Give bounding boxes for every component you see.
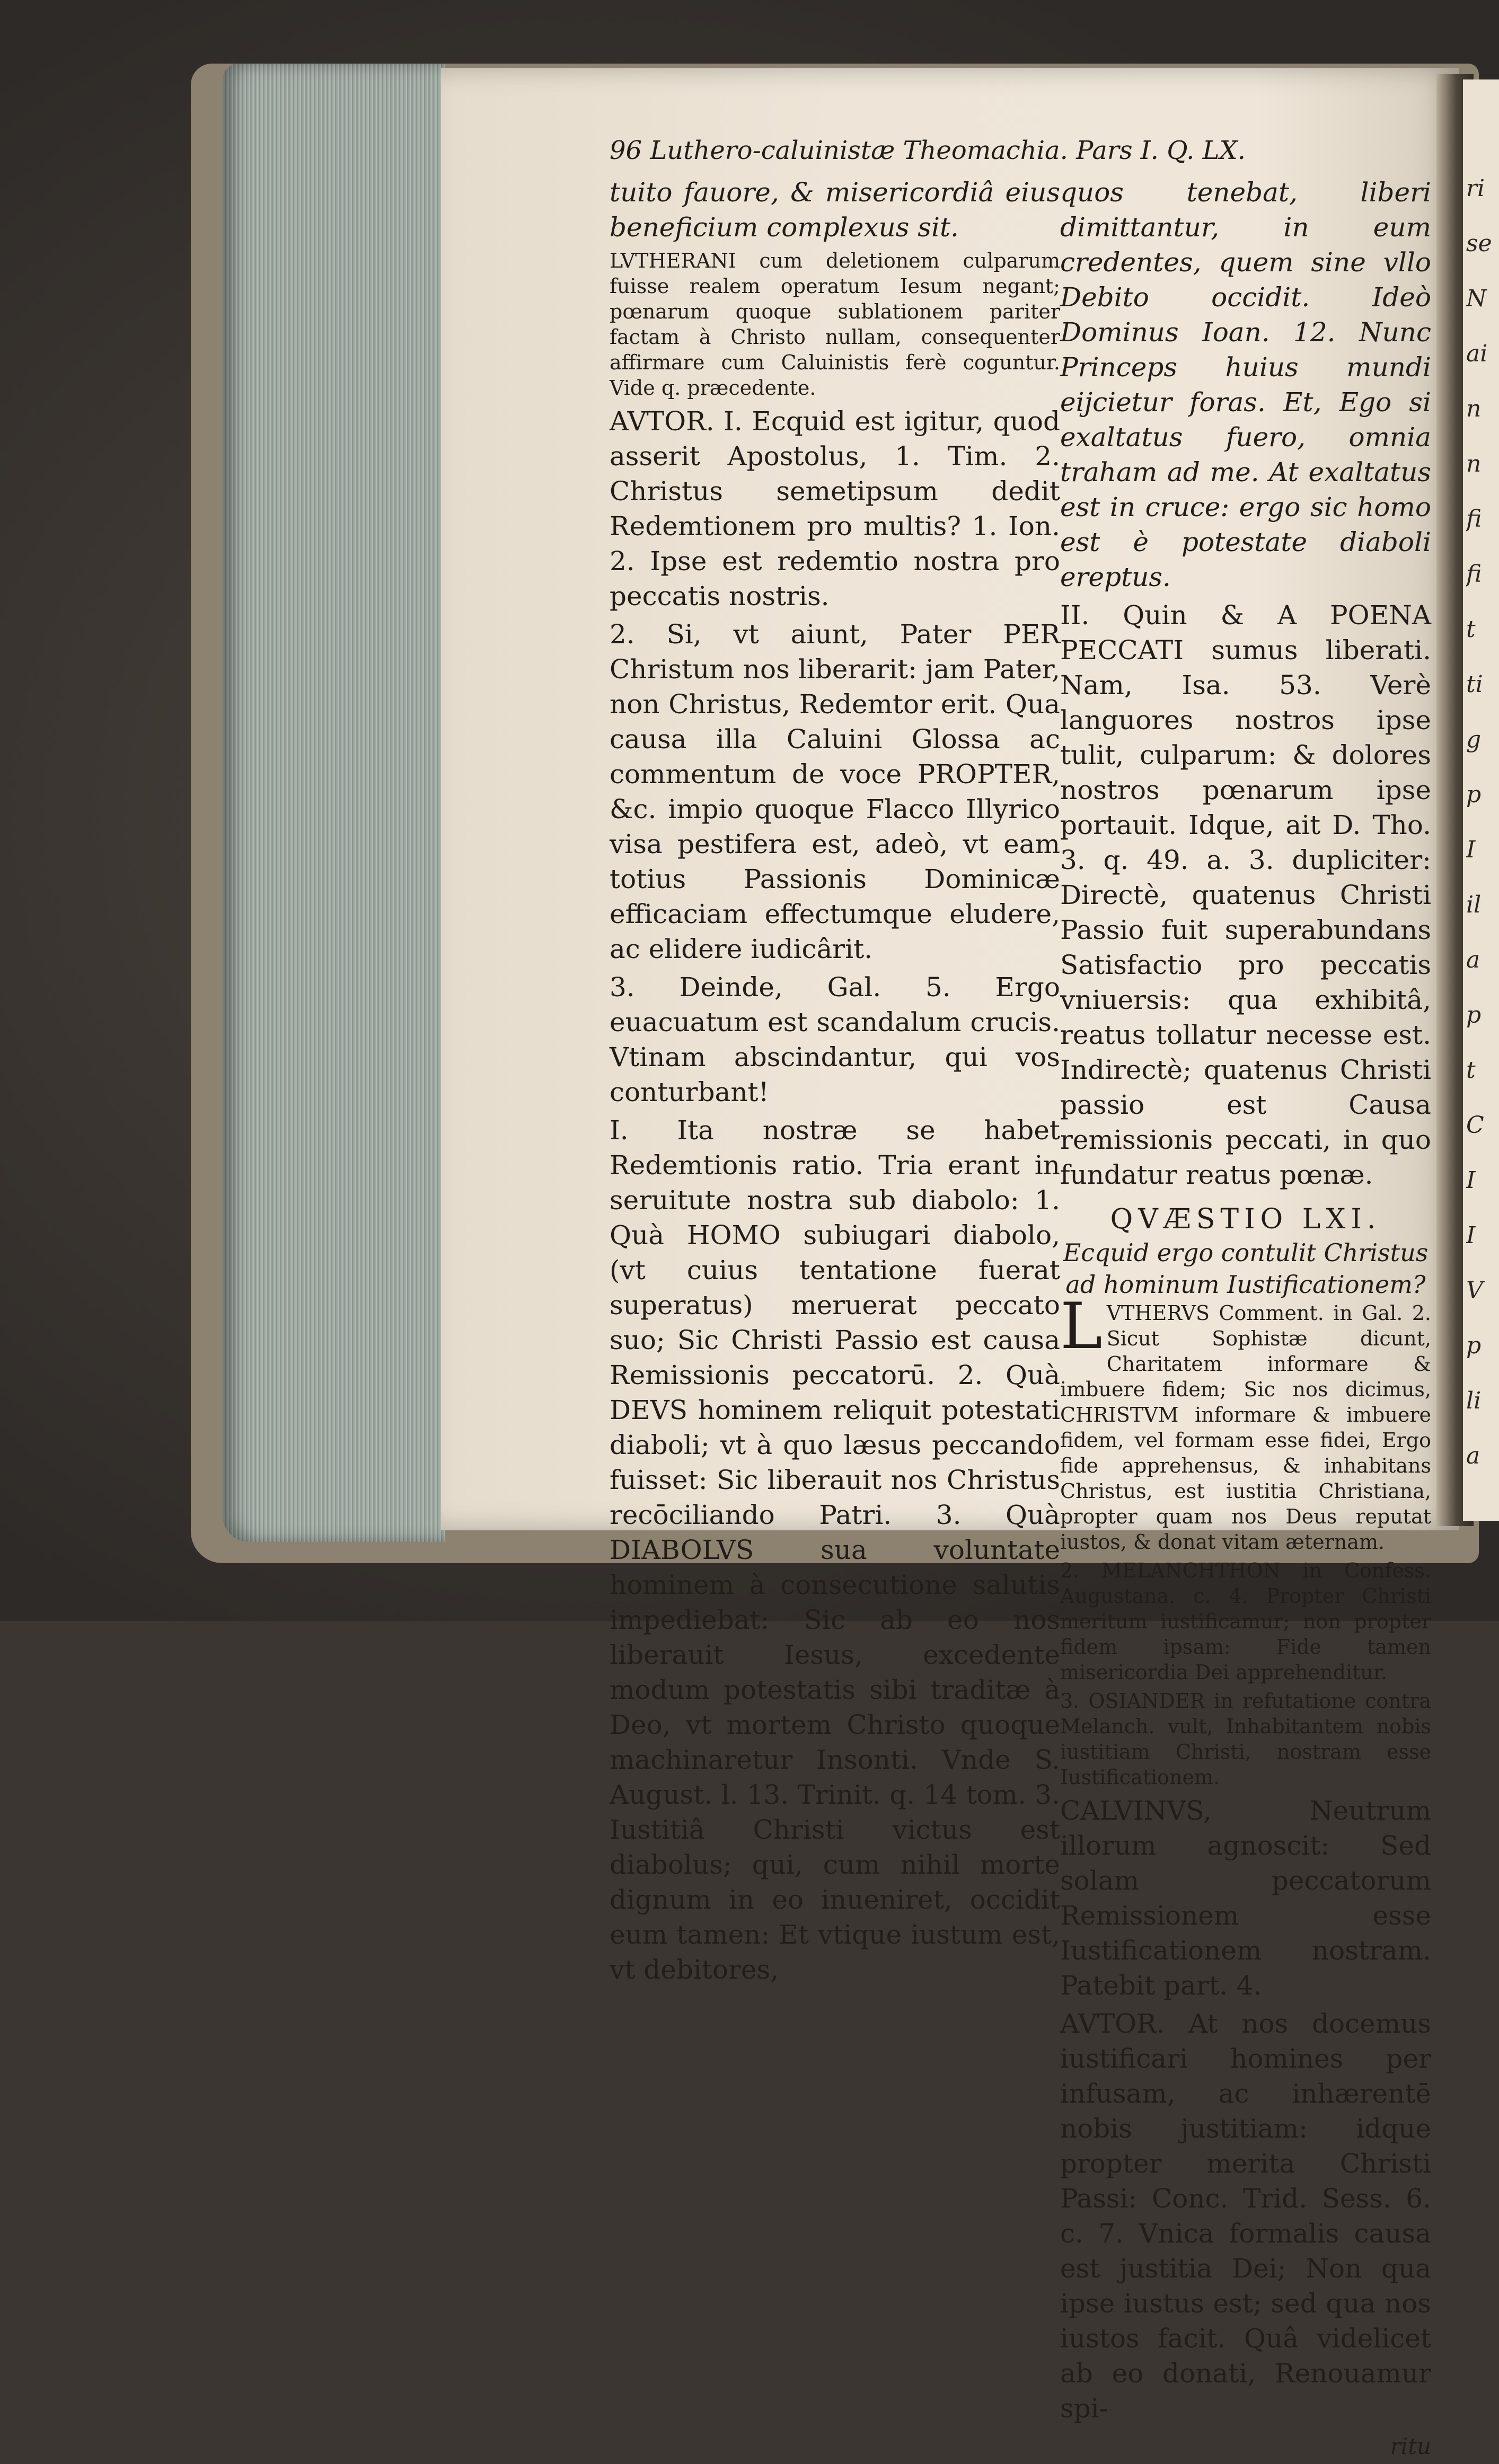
paragraph-text: tuito fauore, & misericordiâ eius beneficium complexus sit. bbox=[610, 177, 1060, 243]
paragraph bbox=[610, 175, 1060, 245]
paragraph-text: II. Quin & A POENA PECCATI sumus liberati. Nam, Isa. 53. Verè languores nostros ipse tulit, culparum: & dolores nostros pœnarum ipse portauit. Idque, ait D. Tho. 3. q. 49. a. 3. dupliciter: Directè, quatenus Christi Passio fuit superabundans Satisfactio pro peccatis vniuersis: qua exhibitâ, reatus tollatur necesse est. Indirectè; quatenus Christi passio est Causa remissionis peccati, in quo fundatur reatus pœnæ. bbox=[1060, 600, 1431, 1190]
paragraph-text: AVTOR. At nos docemus iustificari homines per infusam, ac inhærentē nobis justitiam: idque propter merita Christi Passi: Conc. Trid. Sess. 6. c. 7. Vnica formalis causa est justitia Dei; Non qua ipse iustus est; sed qua nos iustos facit. Quâ videlicet ab eo donati, Renouamur spi- bbox=[1060, 2008, 1431, 2424]
facing-page-fragment: ai bbox=[1466, 340, 1488, 367]
paragraph bbox=[1060, 1688, 1431, 1790]
paragraph bbox=[1060, 1793, 1431, 2003]
question-heading: QVÆSTIO LXI. bbox=[1110, 1203, 1381, 1235]
facing-page-fragment: n bbox=[1466, 450, 1482, 477]
left-column bbox=[610, 175, 1060, 1990]
paragraph bbox=[1060, 2006, 1431, 2426]
facing-page-edge bbox=[1463, 79, 1499, 1521]
facing-page-fragment: V bbox=[1466, 1277, 1483, 1304]
facing-page-fragment: ri bbox=[1466, 175, 1485, 202]
facing-page-fragment: N bbox=[1466, 285, 1487, 312]
paragraph bbox=[610, 248, 1060, 401]
facing-page-fragment: I bbox=[1466, 1167, 1476, 1194]
paragraph bbox=[610, 404, 1060, 614]
facing-page-fragment: p bbox=[1466, 781, 1482, 808]
paragraph bbox=[610, 1113, 1060, 1987]
page-edges bbox=[223, 64, 445, 1542]
paragraph bbox=[1060, 1290, 1431, 1555]
facing-page-fragment: fi bbox=[1466, 506, 1482, 533]
paragraph-text: 2. Si, vt aiunt, Pater PER Christum nos liberarit: jam Pater, non Christus, Redemtor erit. Qua causa illa Caluini Glossa ac commentum de voce PROPTER, &c. impio quoque Flacco Illyrico visa pestifera est, adeò, vt eam totius Passionis Dominicæ efficaciam effectumque eludere, ac elidere iudicârit. bbox=[610, 619, 1060, 964]
paragraph-text: LVTHERANI cum deletionem culparum fuisse realem operatum Iesum negant; pœnarum quoque sublationem pariter factam à Christo nullam, consequenter affirmare cum Caluinistis ferè coguntur. Vide q. præcedente. bbox=[610, 249, 1060, 400]
catchword: ritu bbox=[1390, 2433, 1431, 2459]
facing-page-fragment: li bbox=[1466, 1387, 1482, 1414]
paragraph bbox=[1060, 598, 1431, 1192]
facing-page-fragment: I bbox=[1466, 1222, 1476, 1249]
facing-page-fragment: n bbox=[1466, 395, 1482, 422]
paragraph bbox=[610, 970, 1060, 1110]
facing-page-fragment: I bbox=[1466, 836, 1476, 863]
facing-page-fragment: fi bbox=[1466, 561, 1482, 588]
facing-page-fragment: g bbox=[1466, 726, 1482, 753]
facing-page-fragment: t bbox=[1466, 616, 1476, 643]
running-head: 96 Luthero-caluinistæ Theomachia. Pars I. Q. LX. bbox=[610, 136, 1246, 165]
paragraph-text: 3. OSIANDER in refutatione contra Melanch. vult, Inhabitantem nobis iustitiam Christi, nostram esse Iustificationem. bbox=[1060, 1689, 1431, 1789]
paragraph bbox=[1060, 175, 1431, 595]
facing-page-fragment: a bbox=[1466, 946, 1480, 973]
facing-page-fragment: p bbox=[1466, 1332, 1482, 1359]
paragraph-text: VTHERVS Comment. in Gal. 2. Sicut Sophistæ dicunt, Charitatem informare & imbuere fidem; Sic nos dicimus, CHRISTVM informare & imbuere fidem, vel formam esse fidei, Ergo fide apprehensus, & inhabitans Christus, est iustitia Christiana, propter quam nos Deus reputat iustos, & donat vitam æternam. bbox=[1060, 1301, 1431, 1554]
paragraph bbox=[1060, 1558, 1431, 1685]
paragraph-text: CALVINVS, Neutrum illorum agnoscit: Sed solam peccatorum Remissionem esse Iustificationem nostram. Patebit part. 4. bbox=[1060, 1795, 1431, 2001]
paragraph-text: quos tenebat, liberi dimittantur, in eum credentes, quem sine vllo Debito occidit. Ideò Dominus Ioan. 12. Nunc Princeps huius mundi eijcietur foras. Et, Ego si exaltatus fuero, omnia traham ad me. At exaltatus est in cruce: ergo sic homo est è potestate diaboli ereptus. bbox=[1060, 177, 1431, 592]
facing-page-fragment: C bbox=[1466, 1112, 1484, 1139]
paragraph-text: AVTOR. I. Ecquid est igitur, quod asserit Apostolus, 1. Tim. 2. Christus semetipsum dedit Redemtionem pro multis? 1. Ion. 2. Ipse est redemtio nostra pro peccatis nostris. bbox=[610, 406, 1060, 611]
facing-page-fragment: a bbox=[1466, 1442, 1480, 1469]
facing-page-fragment: se bbox=[1466, 230, 1492, 257]
paragraph bbox=[610, 617, 1060, 967]
paragraph-text: 3. Deinde, Gal. 5. Ergo euacuatum est scandalum crucis. Vtinam abscindantur, qui vos conturbant! bbox=[610, 972, 1060, 1107]
facing-page-fragment: ti bbox=[1466, 671, 1483, 698]
drop-cap: L bbox=[1060, 1290, 1103, 1363]
right-column bbox=[1060, 175, 1431, 2464]
facing-page-fragment: t bbox=[1466, 1057, 1476, 1084]
paragraph-text: 2. MELANCHTHON in Confess. Augustana. c. 4. Propter Christi meritum iustificamur; non propter fidem ipsam: Fide tamen misericordia Dei apprehenditur. bbox=[1060, 1559, 1431, 1684]
facing-page-fragment: il bbox=[1466, 891, 1482, 918]
facing-page-fragment: p bbox=[1466, 1001, 1482, 1029]
question-subtitle: Ecquid ergo contulit Christus ad hominum Iustificationem? bbox=[1063, 1238, 1429, 1299]
paragraph-text: I. Ita nostræ se habet Redemtionis ratio. Tria erant in seruitute nostra sub diabolo: 1. Quà HOMO subiugari diabolo, (vt cuius tentatione fuerat superatus) meruerat peccato suo; Sic Christi Passio est causa Remissionis peccatorū. 2. Quà DEVS hominem reliquit potestati diaboli; vt à quo læsus peccando fuisset: Sic liberauit nos Christus recōciliando Patri. 3. Quà DIABOLVS sua voluntate hominem à consecutione salutis impediebat: Sic ab eo nos liberauit Iesus, excedente modum potestatis sibi traditæ à Deo, vt mortem Christo quoque machinaretur Insonti. Vnde S. August. l. 13. Trinit. q. 14 tom. 3. Iustitiâ Christi victus est diabolus; qui, cum nihil morte dignum in eo inueniret, occidit eum tamen: Et vtique iustum est, vt debitores, bbox=[610, 1115, 1060, 1985]
